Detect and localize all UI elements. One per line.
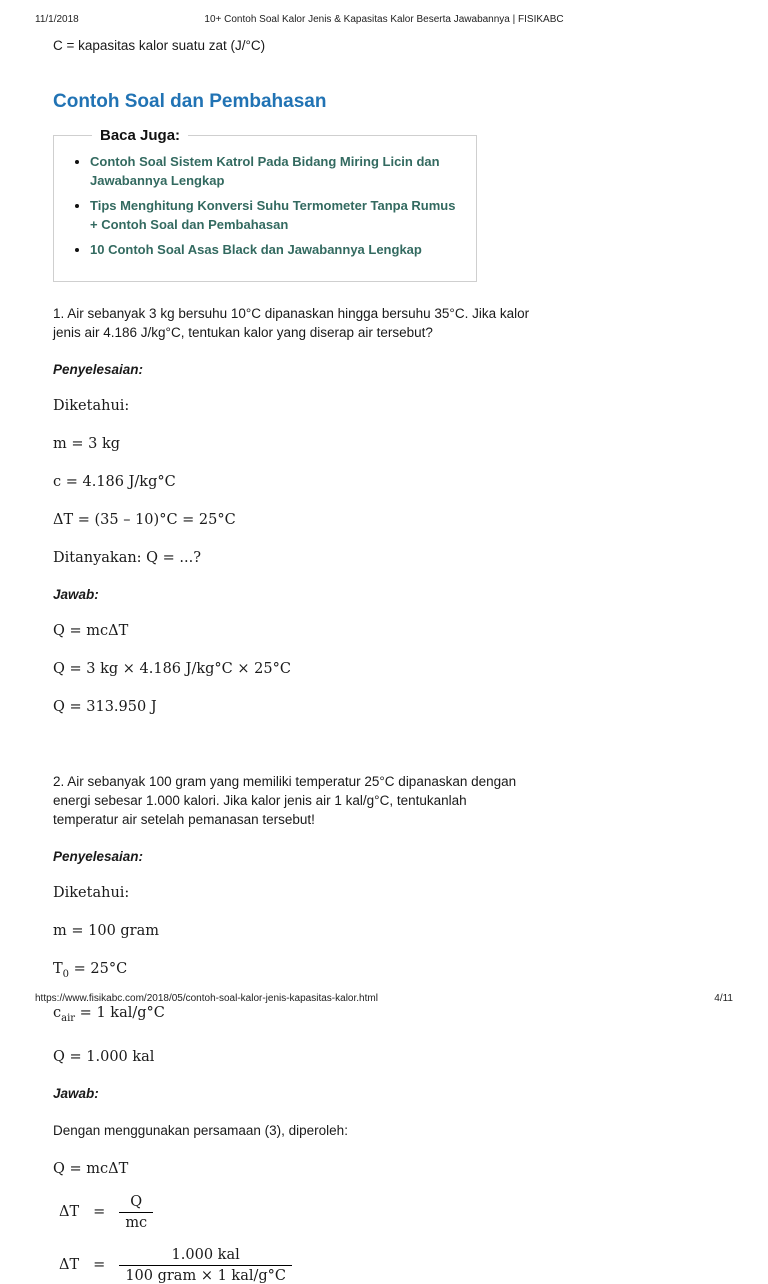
equation-delta-t-fraction-1	[59, 1194, 728, 1231]
problem-1-ditanyakan-line: Ditanyakan: Q = ...?	[53, 550, 202, 566]
related-link-katrol[interactable]: Contoh Soal Sistem Katrol Pada Bidang Miring Licin dan Jawabannya Lengkap	[90, 154, 440, 188]
equation-heat-energy: Q = 1.000 kal	[53, 1048, 155, 1065]
equation-mass-2: m = 100 gram	[53, 923, 160, 939]
problem-2-diketahui-label: Diketahui:	[53, 885, 130, 901]
print-header	[35, 14, 733, 25]
problem-2-line-2: energi sebesar 1.000 kalori. Jika kalor jenis air 1 kal/g°C, tentukanlah	[53, 793, 467, 808]
section-spacer	[53, 716, 728, 750]
capacity-definition-line: C = kapasitas kalor suatu zat (J/°C)	[53, 38, 266, 53]
problem-1-statement	[53, 304, 728, 342]
equation-mass: m = 3 kg	[53, 436, 121, 452]
equation-q-formula: Q = mcΔT	[53, 623, 129, 639]
problem-1-penyelesaian-label: Penyelesaian:	[53, 362, 144, 377]
equation-initial-temperature	[53, 960, 728, 984]
equation-delta-t: ΔT = (35 – 10)°C = 25°C	[53, 512, 236, 528]
document-title: 10+ Contoh Soal Kalor Jenis & Kapasitas Kalor Beserta Jawabannya | FISIKABC	[204, 14, 564, 25]
related-posts-label: Baca Juga:	[100, 127, 181, 144]
problem-2-line-1: 2. Air sebanyak 100 gram yang memiliki temperatur 25°C dipanaskan dengan	[53, 774, 517, 789]
equation-q-substitution: Q = 3 kg × 4.186 J/kg°C × 25°C	[53, 661, 291, 677]
equation-q-result: Q = 313.950 J	[53, 699, 157, 715]
equation-q-formula-2: Q = mcΔT	[53, 1160, 129, 1177]
fraction-1-numerator: Q	[119, 1194, 153, 1213]
related-link-konversi-suhu[interactable]: Tips Menghitung Konversi Suhu Termometer Tanpa Rumus + Contoh Soal dan Pembahasan	[90, 198, 456, 232]
specific-heat-subscript: air	[61, 1012, 76, 1024]
problem-2-statement	[53, 772, 728, 829]
fraction-1	[119, 1194, 153, 1231]
problem-1-line-1: 1. Air sebanyak 3 kg bersuhu 10°C dipanaskan hingga bersuhu 35°C. Jika kalor	[53, 306, 530, 321]
list-item	[90, 240, 464, 259]
temperature-symbol: T	[53, 961, 63, 977]
problem-2-line-3: temperatur air setelah pemanasan tersebut!	[53, 812, 315, 827]
problem-1-diketahui-label: Diketahui:	[53, 398, 130, 414]
fraction-2-numerator: 1.000 kal	[119, 1247, 292, 1266]
temperature-subscript: 0	[62, 968, 70, 980]
problem-2-note-line: Dengan menggunakan persamaan (3), diperoleh:	[53, 1122, 348, 1138]
fraction-1-equals: =	[93, 1204, 106, 1221]
print-footer	[35, 993, 733, 1004]
equation-specific-heat: c = 4.186 J/kg°C	[53, 474, 176, 490]
page-content	[53, 36, 728, 1284]
fraction-2-denominator: 100 gram × 1 kal/g°C	[125, 1267, 286, 1284]
section-heading: Contoh Soal dan Pembahasan	[53, 91, 327, 112]
fraction-1-denominator: mc	[125, 1214, 148, 1231]
related-posts-list	[66, 152, 464, 259]
temperature-value: = 25°C	[69, 961, 128, 977]
fraction-2-equals: =	[93, 1257, 106, 1274]
specific-heat-value: = 1 kal/g°C	[75, 1004, 165, 1021]
specific-heat-symbol: c	[53, 1004, 62, 1021]
page-number: 4/11	[714, 993, 733, 1004]
list-item	[90, 152, 464, 190]
problem-1-jawab-label: Jawab:	[53, 587, 99, 602]
fraction-2-lhs: ΔT	[59, 1257, 80, 1274]
equation-delta-t-fraction-2	[59, 1247, 728, 1284]
problem-2-penyelesaian-label: Penyelesaian:	[53, 849, 144, 864]
problem-2-jawab-label: Jawab:	[53, 1085, 99, 1101]
list-item	[90, 196, 464, 234]
fraction-1-lhs: ΔT	[59, 1204, 80, 1221]
equation-specific-heat-water	[53, 1004, 728, 1028]
related-posts-box	[53, 127, 477, 282]
related-link-asas-black[interactable]: 10 Contoh Soal Asas Black dan Jawabannya Lengkap	[90, 242, 422, 257]
source-url: https://www.fisikabc.com/2018/05/contoh-soal-kalor-jenis-kapasitas-kalor.html	[35, 993, 378, 1004]
fraction-2	[119, 1247, 292, 1284]
print-date: 11/1/2018	[35, 14, 79, 25]
problem-1-line-2: jenis air 4.186 J/kg°C, tentukan kalor yang diserap air tersebut?	[53, 325, 433, 340]
